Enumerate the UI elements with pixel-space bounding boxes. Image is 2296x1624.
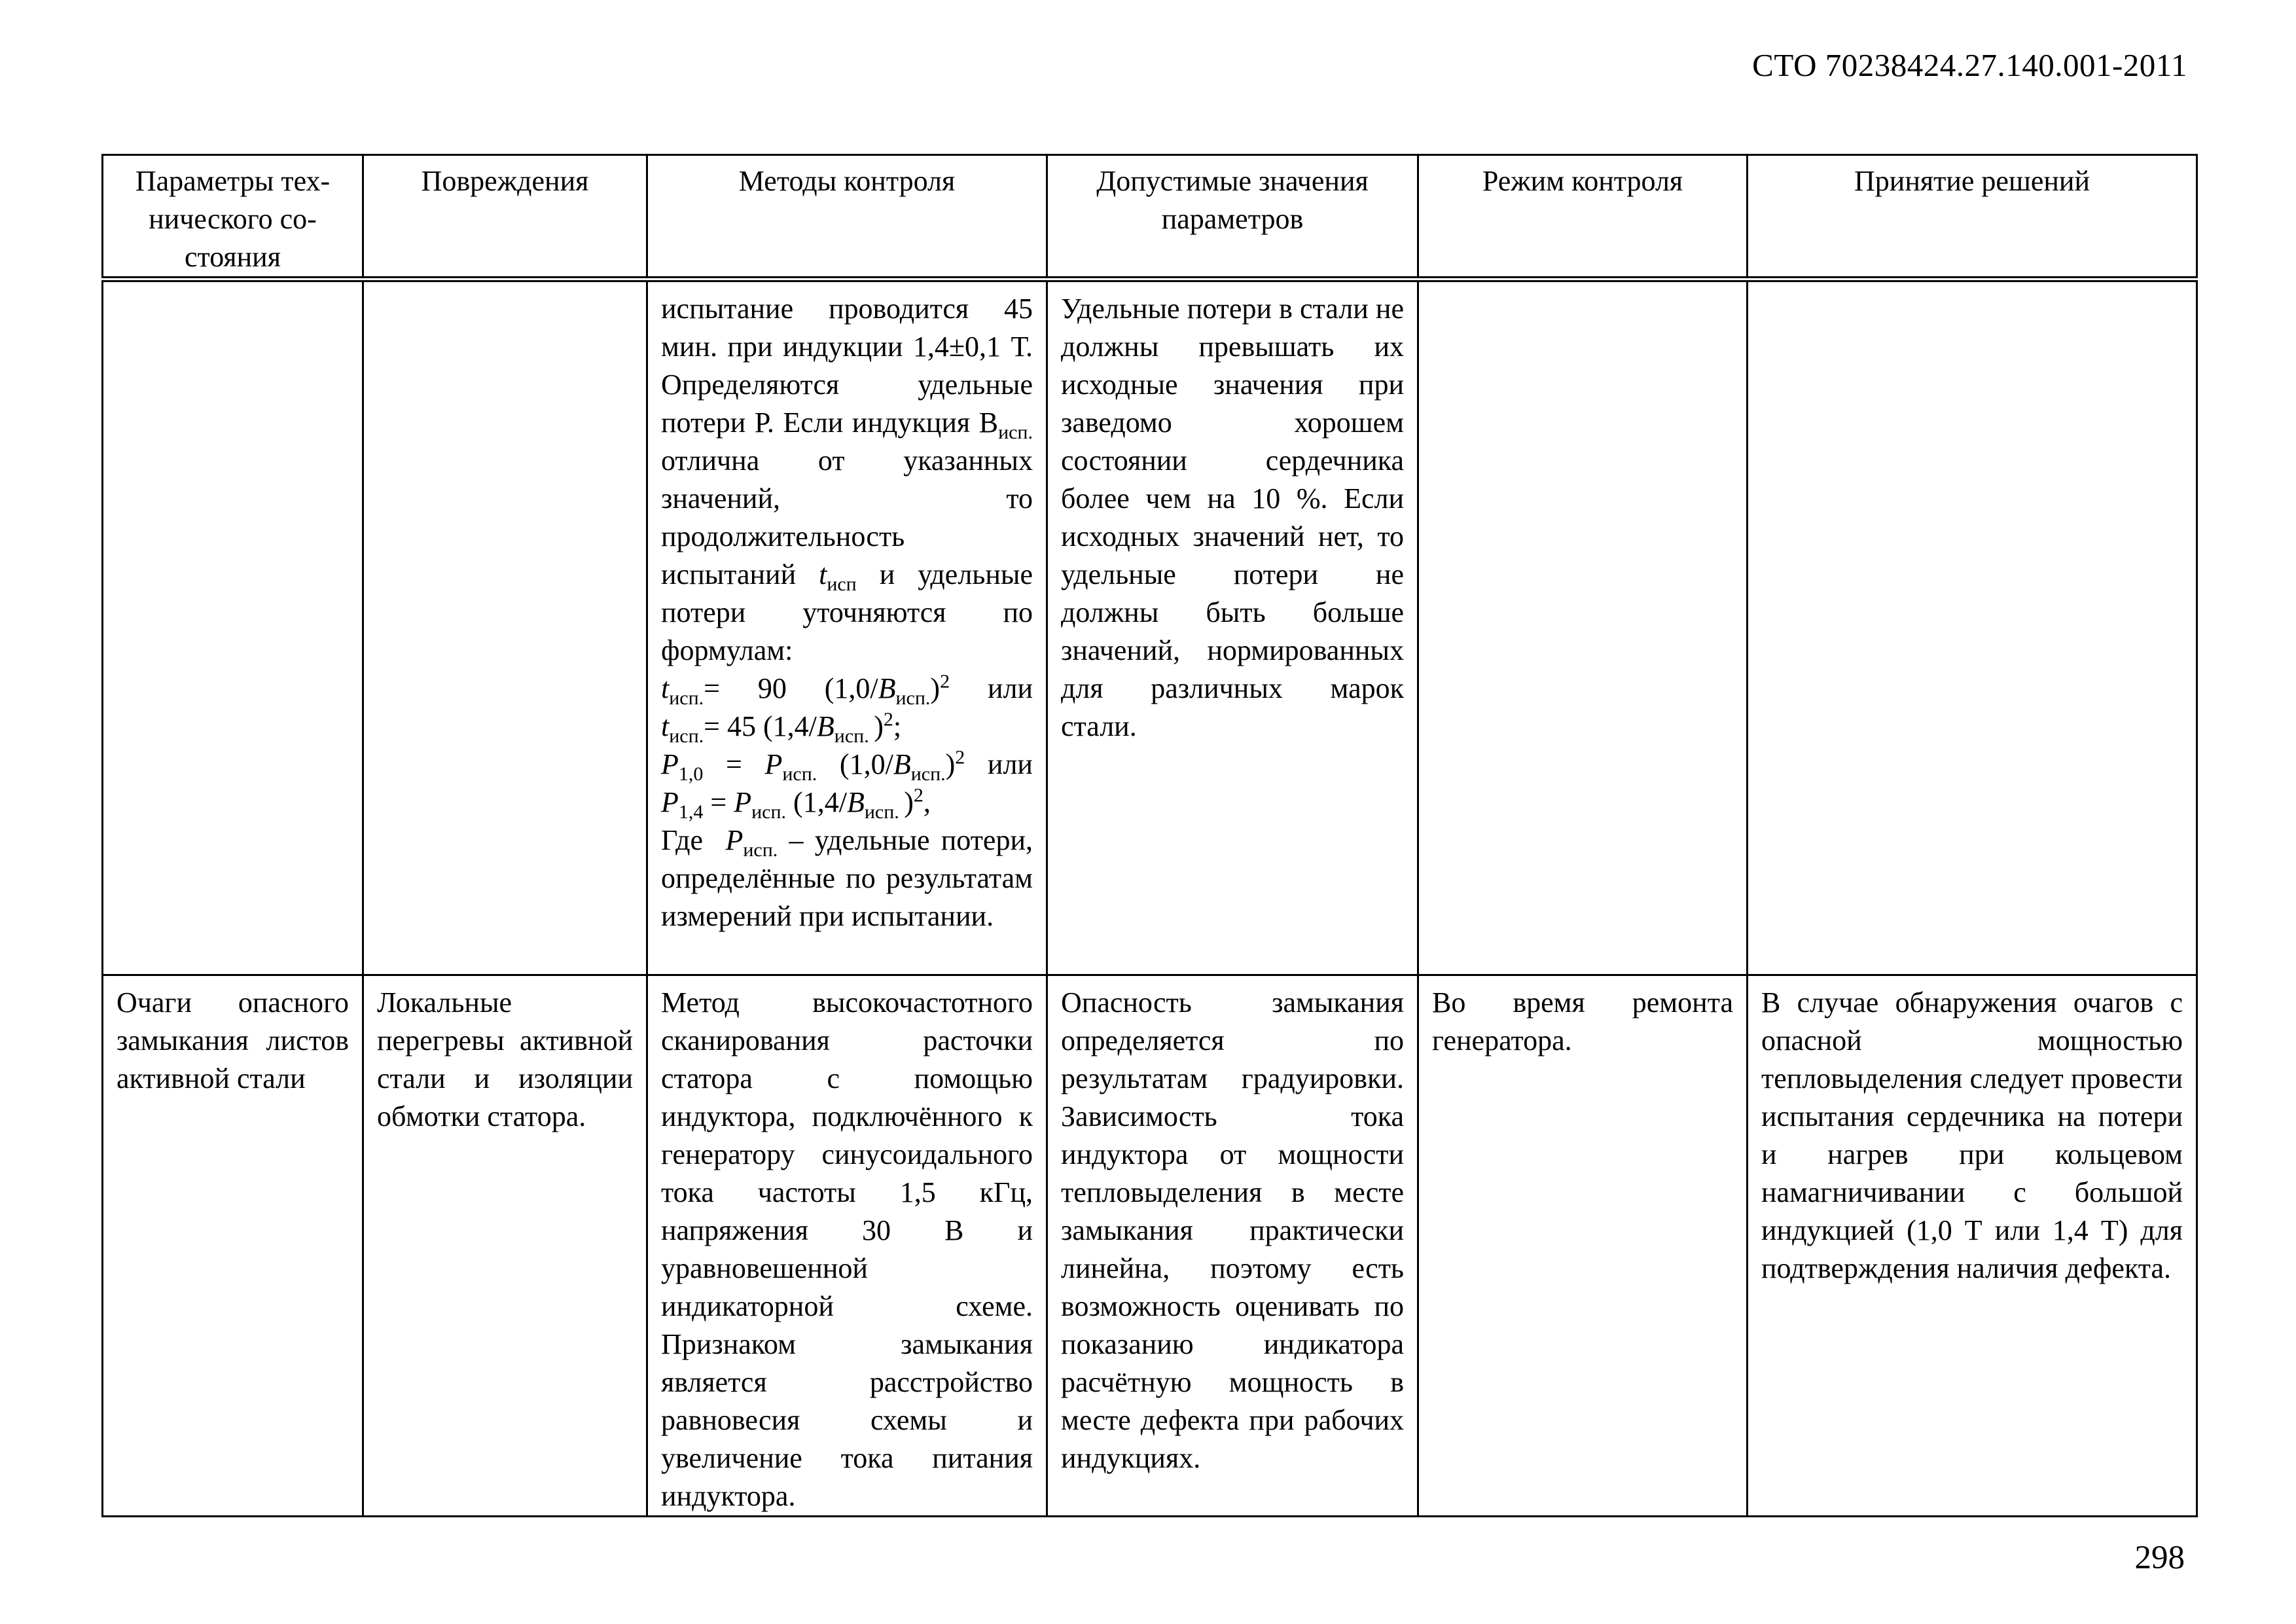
cell-parameter: Очаги опасного замыкания листов активной стали	[103, 975, 363, 1517]
formula-losses-1: $P_{1,0} = P_{исп.}$ $(1,0/B_{исп.})^2$ или	[661, 746, 1033, 785]
column-header-parameters: Параметры тех- нического со- стояния	[103, 155, 363, 280]
cell-damage	[363, 280, 647, 975]
column-header-control-mode: Режим контроля	[1418, 155, 1748, 280]
cell-parameter	[103, 280, 363, 975]
cell-control-mode	[1418, 280, 1748, 975]
cell-allowed-values: Опасность замыкания определяется по результатам градуировки. Зависимость тока индуктора от мощности тепловыделения в месте замыкания практически линейна, поэтому есть возможность оценивать по показанию индикатора расчётную мощность в месте дефекта при рабочих индукциях.	[1047, 975, 1418, 1517]
formula-losses-2: $P_{1,4} = P_{исп.}$ ($1,4/B_{исп.}$ )$^2$,	[661, 784, 931, 823]
cell-method: Метод высокочастотного сканирования расточки статора с помощью индуктора, подключённого к генератору синусоидального тока частоты 1,5 кГц, напряжения 30 В и уравновешенной индикаторной схеме. Признаком замыкания является расстройство равновесия схемы и увеличение тока питания индуктора.	[647, 975, 1047, 1517]
formula-duration-1: $t_{исп.}= 90$ $(1,0/B_{исп.})^2$ или	[661, 670, 1033, 709]
cell-decision: В случае обнаружения очагов с опасной мощностью тепловыделения следует провести испытания сердечника на потери и нагрев при кольцевом намагничивании с большой индукцией (1,0 Т или 1,4 Т) для подтверждения наличия дефекта.	[1748, 975, 2197, 1517]
cell-allowed-values: Удельные потери в стали не должны превышать их исходные значения при заведомо хорошем состоянии сердечника более чем на 10 %. Если исходных значений нет, то удельные потери не должны быть больше значений, нормированных для различных марок стали.	[1047, 280, 1418, 975]
table-row	[103, 975, 2197, 1517]
formula-duration-2: $t_{исп.}= 45$ ($1,4/B_{исп.}$ )$^2$;	[661, 708, 902, 747]
formula-definition: Где $P_{исп.}$ – удельные потери, определённые по результатам измерений при испытании.	[661, 824, 1033, 932]
control-parameters-table	[101, 154, 2198, 1517]
table-row	[103, 280, 2197, 975]
cell-control-mode: Во время ремонта генератора.	[1418, 975, 1748, 1517]
page-number: 298	[2134, 1540, 2185, 1576]
document-code: СТО 70238424.27.140.001-2011	[1752, 47, 2187, 83]
column-header-damage: Повреждения	[363, 155, 647, 280]
column-header-allowed-values: Допустимые значения параметров	[1047, 155, 1418, 280]
column-header-methods: Методы контроля	[647, 155, 1047, 280]
method-description: испытание проводится 45 мин. при индукции 1,4±0,1 Т. Определяются удельные потери Р. Если индукция $B_{исп.}$ отлична от указанных значений, то продолжительность испытаний $t_{исп}$ и удельные потери уточняются по формулам:	[661, 293, 1033, 666]
cell-decision	[1748, 280, 2197, 975]
table-header-row	[103, 155, 2197, 280]
column-header-decision: Принятие решений	[1748, 155, 2197, 280]
cell-method	[647, 280, 1047, 975]
cell-damage: Локальные перегревы активной стали и изоляции обмотки статора.	[363, 975, 647, 1517]
